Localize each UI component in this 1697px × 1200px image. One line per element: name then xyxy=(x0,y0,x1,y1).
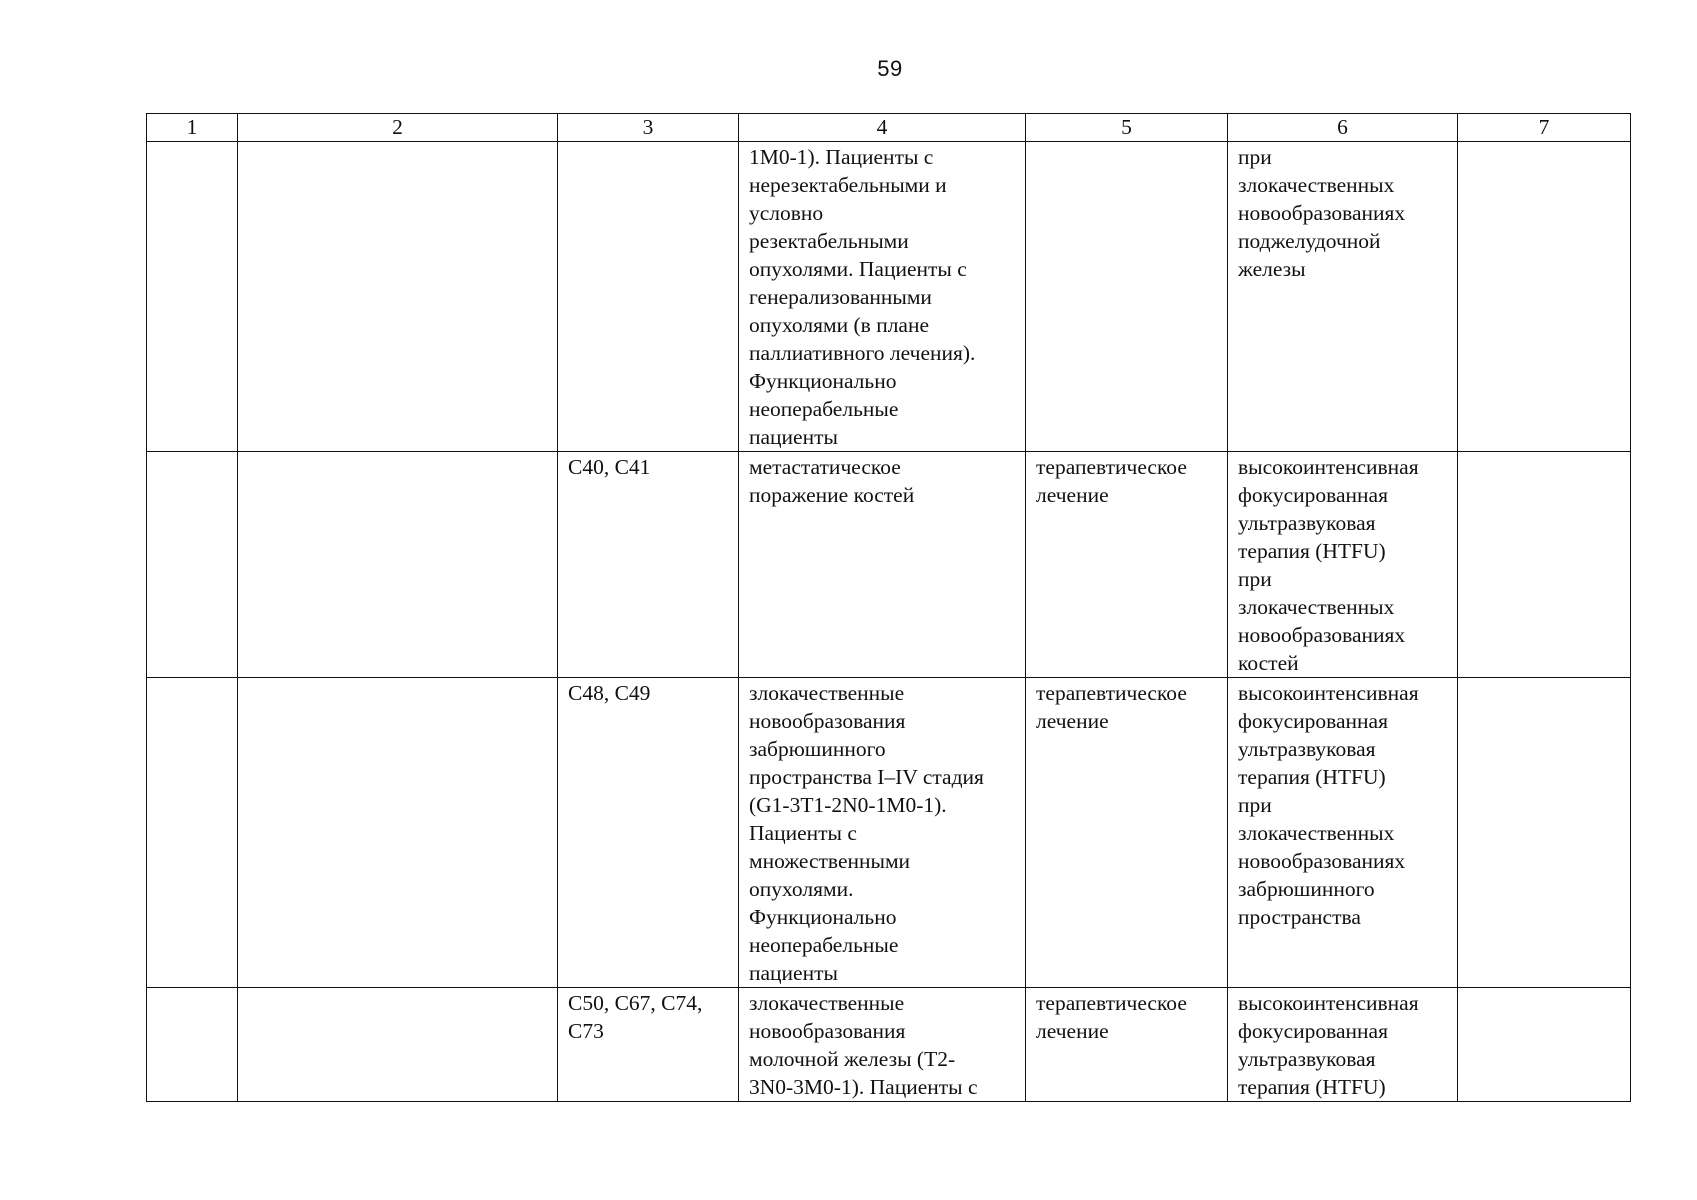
document-table xyxy=(146,113,1631,1102)
column-header: 7 xyxy=(1458,114,1631,142)
table-cell: С50, С67, С74, С73 xyxy=(558,988,739,1102)
table-cell xyxy=(147,988,238,1102)
table-cell: 1M0-1). Пациенты с нерезектабельными и условно резектабельными опухолями. Пациенты с генерализованными опухолями (в плане паллиативного лечения). Функционально неоперабельные пациенты xyxy=(739,142,1026,452)
column-header: 2 xyxy=(238,114,558,142)
column-header: 1 xyxy=(147,114,238,142)
page-number: 59 xyxy=(877,56,903,81)
table-cell xyxy=(147,678,238,988)
table-cell: высокоинтенсивная фокусированная ультразвуковая терапия (HTFU) при злокачественных новообразованиях забрюшинного пространства xyxy=(1228,678,1458,988)
table-cell xyxy=(238,988,558,1102)
table-cell: терапевтическое лечение xyxy=(1026,452,1228,678)
table-cell xyxy=(147,142,238,452)
column-header: 4 xyxy=(739,114,1026,142)
table-cell: высокоинтенсивная фокусированная ультразвуковая терапия (HTFU) при злокачественных новообразованиях костей xyxy=(1228,452,1458,678)
table-cell: терапевтическое лечение xyxy=(1026,988,1228,1102)
table-cell: метастатическое поражение костей xyxy=(739,452,1026,678)
table-row xyxy=(147,678,1631,988)
column-header: 5 xyxy=(1026,114,1228,142)
table-cell xyxy=(558,142,739,452)
table-cell xyxy=(1458,452,1631,678)
table-cell xyxy=(1026,142,1228,452)
table-cell xyxy=(238,452,558,678)
table-row xyxy=(147,988,1631,1102)
table-cell xyxy=(147,452,238,678)
table-cell xyxy=(238,142,558,452)
table-row xyxy=(147,452,1631,678)
table-cell: злокачественные новообразования молочной железы (T2- 3N0-3M0-1). Пациенты с xyxy=(739,988,1026,1102)
table-cell xyxy=(1458,142,1631,452)
table-cell xyxy=(238,678,558,988)
table-cell: высокоинтенсивная фокусированная ультразвуковая терапия (HTFU) xyxy=(1228,988,1458,1102)
table-cell xyxy=(1458,678,1631,988)
table-cell: злокачественные новообразования забрюшинного пространства I–IV стадия (G1-3T1-2N0-1M0-1). Пациенты с множественными опухолями. Функционально неоперабельные пациенты xyxy=(739,678,1026,988)
table-cell xyxy=(1458,988,1631,1102)
column-header: 3 xyxy=(558,114,739,142)
header-row xyxy=(147,114,1631,142)
table-row xyxy=(147,142,1631,452)
table-cell: С40, С41 xyxy=(558,452,739,678)
table-cell: С48, С49 xyxy=(558,678,739,988)
table-cell: при злокачественных новообразованиях поджелудочной железы xyxy=(1228,142,1458,452)
table-cell: терапевтическое лечение xyxy=(1026,678,1228,988)
column-header: 6 xyxy=(1228,114,1458,142)
